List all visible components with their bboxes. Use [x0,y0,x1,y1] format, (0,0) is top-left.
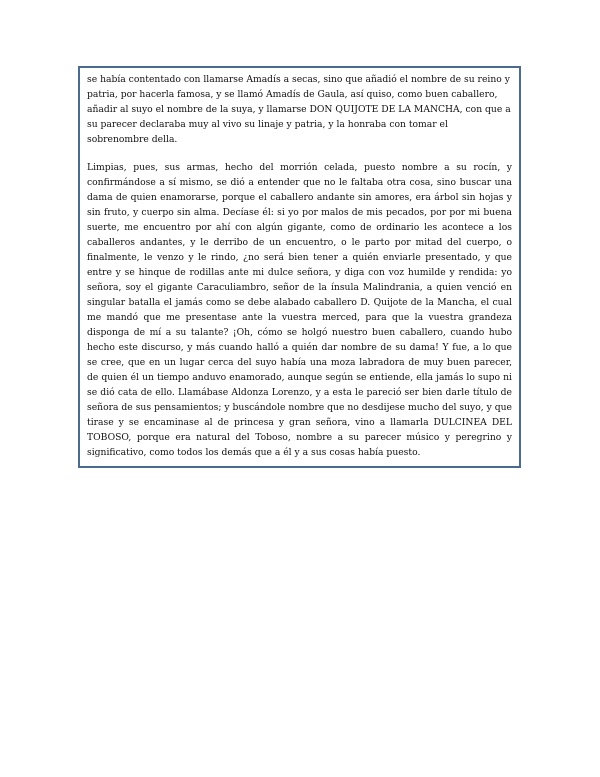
paragraph-2: Limpias, pues, sus armas, hecho del morrión celada, puesto nombre a su rocín, y confirmándose a sí mismo, se dió a entender que no le faltaba otra cosa, sino buscar una dama de quien enamorarse, porque el caballero andante sin amores, era árbol sin hojas y sin fruto, y cuerpo sin alma. Decíase él: si yo por malos de mis pecados, por por mi buena suerte, me encuentro por ahí con algún gigante, como de ordinario les acontece a los caballeros andantes, y le derribo de un encuentro, o le parto por mitad del cuerpo, o finalmente, le venzo y le rindo, ¿no será bien tener a quién enviarle presentado, y que entre y se hinque de rodillas ante mi dulce señora, y diga con voz humilde y rendida: yo señora, soy el gigante Caraculiambro, señor de la ínsula Malindrania, a quien venció en singular batalla el jamás como se debe alabado caballero D. Quijote de la Mancha, el cual me mandó que me presentase ante la vuestra merced, para que la vuestra grandeza disponga de mí a su talante? ¡Oh, cómo se holgó nuestro buen caballero, cuando hubo hecho este discurso, y más cuando halló a quién dar nombre de su dama! Y fue, a lo que se cree, que en un lugar cerca del suyo había una moza labradora de muy buen parecer, de quien él un tiempo anduvo enamorado, aunque según se entiende, ella jamás lo supo ni se dió cata de ello. Llamábase Aldonza Lorenzo, y a esta le pareció ser bien darle título de señora de sus pensamientos; y buscándole nombre que no desdijese mucho del suyo, y que tirase y se encaminase al de princesa y gran señora, vino a llamarla DULCINEA DEL TOBOSO, porque era natural del Toboso, nombre a su parecer músico y peregrino y significativo, como todos los demás que a él y a sus cosas había puesto. [87,162,512,458]
text-frame [78,66,521,468]
paragraph-1: se había contentado con llamarse Amadís a secas, sino que añadió el nombre de su reino y patria, por hacerla famosa, y se llamó Amadís de Gaula, así quiso, como buen caballero, añadir al suyo el nombre de la suya, y llamarse DON QUIJOTE DE LA MANCHA, con que a su parecer declaraba muy al vivo su linaje y patria, y la honraba con tomar el sobrenombre della. [87,74,511,145]
